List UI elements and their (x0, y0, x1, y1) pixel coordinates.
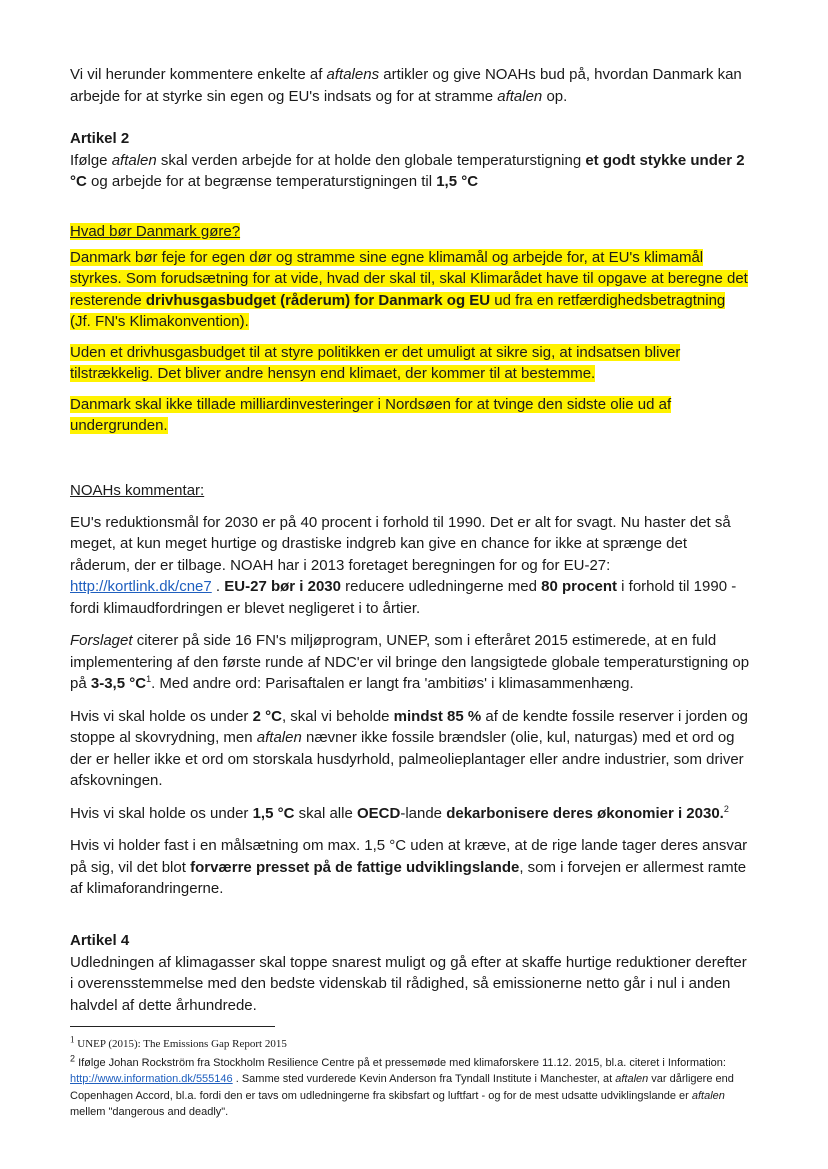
recommendation-paragraph-1: Danmark bør feje for egen dør og stramme sine egne klimamål og arbejde for, at EU's klimamål styrkes. Som forudsætning for at vide, hvad der skal til, skal Klimarådet have til opgave at beregne det resterende drivhusgasbudget (råderum) for Danmark og EU ud fra en retfærdighedsbetragtning (Jf. FN's Klimakonvention). (70, 248, 748, 330)
footnote-2: $^2$ Ifølge Johan Rockström fra Stockholm Resilience Centre på et pressemøde med klimaforskere 11.12. 2015, bl.a. citeret i Information: http://www.information.dk/555146 . Samme sted vurderede Kevin Anderson fra Tyndall Institute i Manchester, at aftalen var dårligere end Copenhagen Accord, bl.a. fordi den er tavs om udledningerne fra skibsfart og luftfart - og for de mest udsatte udviklingslande er aftalen mellem "dangerous and deadly". (70, 1052, 734, 1118)
information-link[interactable]: http://www.information.dk/555146 (70, 1073, 233, 1085)
noah-comment-section (70, 480, 750, 900)
kortlink-link[interactable]: http://kortlink.dk/cne7 (70, 578, 212, 595)
footnote-1: $^1$ UNEP (2015): The Emissions Gap Report 2015 (70, 1034, 287, 1050)
noah-paragraph-1: EU's reduktionsmål for 2030 er på 40 procent i forhold til 1990. Det er alt for svagt. Nu haster det så meget, at kun meget hurtige og drastiske indgreb kan give en chance for ikke at sprænge det råderum, der er tilbage. NOAH har i 2013 foretaget beregningen for og for EU-27: http://kortlink.dk/cne7 . EU-27 bør i 2030 reducere udledningerne med 80 procent i forhold til 1990 - fordi klimaudfordringen er blevet negligeret i to årtier. (70, 513, 737, 617)
article-4-section (70, 930, 750, 1016)
noah-comment-heading: NOAHs kommentar: (70, 482, 205, 499)
footnote-ref-1: 1 (146, 674, 152, 684)
noah-paragraph-2: Forslaget citerer på side 16 FN's miljøprogram, UNEP, som i efteråret 2015 estimerede, at en fuld implementering af den første runde af NDC'er vil bringe den langsigtede globale temperaturstigning op på 3-3,5 $^\circ C^1$. Med andre ord: Parisaftalen er langt fra 'ambitiøs' i klimasammenhæng. (70, 632, 750, 692)
footnote-divider (70, 1026, 275, 1027)
noah-paragraph-3: Hvis vi skal holde os under 2 °C, skal vi beholde mindst 85 % af de kendte fossile reserver i jorden og stoppe al skovrydning, men aftalen nævner ikke fossile brændsler (olie, kul, naturgas) med et ord og der er heller ikke et ord om storskala husdyrhold, palmeolieplantager eller andre industrier, som driver afskovningen. (70, 707, 749, 789)
article-2-section (70, 128, 750, 193)
recommendation-section (70, 221, 750, 437)
article-4-heading: Artikel 4 (70, 932, 130, 949)
recommendation-paragraph-3: Danmark skal ikke tillade milliardinvesteringer i Nordsøen for at tvinge den sidste olie ud af undergrunden. (70, 395, 672, 434)
article-2-heading: Artikel 2 (70, 130, 130, 147)
footnote-ref-2: 2 (723, 803, 729, 814)
footnotes (70, 1036, 750, 1121)
intro-paragraph: Vi vil herunder kommentere enkelte af aftalens artikler og give NOAHs bud på, hvordan Danmark kan arbejde for at styrke sin egen og EU's indsats og for at stramme aftalen op. (70, 66, 742, 105)
article-2-text: Ifølge aftalen skal verden arbejde for at holde den globale temperaturstigning et godt stykke under 2 °C og arbejde for at begrænse temperaturstigningen til 1,5 °C (70, 151, 745, 190)
article-4-text: Udledningen af klimagasser skal toppe snarest muligt og gå efter at skaffe hurtige reduktioner derefter i overensstemmelse med den bedste videnskab til rådighed, så emissionerne netto går i nul i anden halvdel af dette århundrede. (70, 953, 747, 1014)
noah-paragraph-5: Hvis vi holder fast i en målsætning om max. 1,5 °C uden at kræve, at de rige lande tager deres ansvar på sig, vil det blot forværre presset på de fattige udviklingslande, som i forvejen er allermest ramte af klimaforandringerne. (70, 837, 748, 897)
recommendation-paragraph-2: Uden et drivhusgasbudget til at styre politikken er det umuligt at sikre sig, at indsatsen bliver tilstrækkelig. Det bliver andre hensyn end klimaet, der kommer til at bestemme. (70, 343, 681, 382)
noah-paragraph-4: Hvis vi skal holde os under 1,5 °C skal alle OECD-lande dekarbonisere deres økonomier i 2030.$^2$ (70, 803, 729, 822)
recommendation-heading: Hvad bør Danmark gøre? (70, 223, 241, 240)
